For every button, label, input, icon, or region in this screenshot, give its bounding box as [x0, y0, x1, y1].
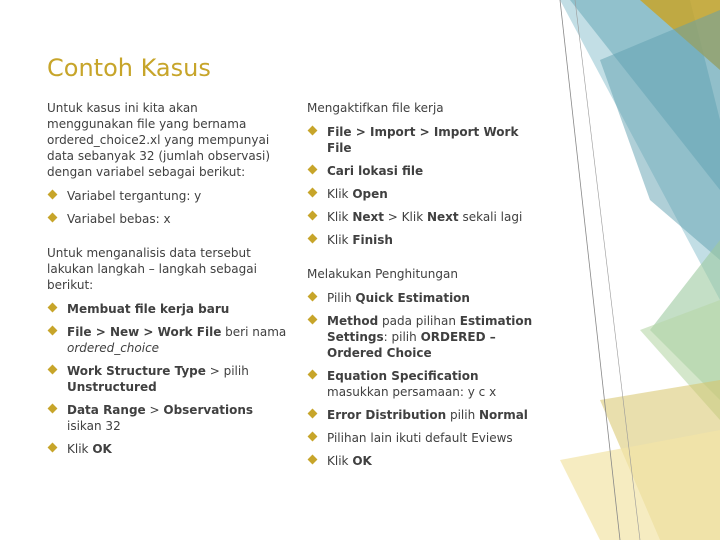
intro-paragraph: Untuk kasus ini kita akan menggunakan file yang bernama ordered_choice2.xl yang mempunyai data sebanyak 32 (jumlah observasi) dengan variabel sebagai berikut:	[47, 101, 271, 179]
diamond-bullet-icon	[308, 211, 318, 221]
diamond-bullet-icon	[308, 370, 318, 380]
left-column	[47, 100, 287, 469]
diamond-bullet-icon	[48, 365, 58, 375]
intro2-paragraph: Untuk menganalisis data tersebut lakukan langkah – langkah sebagai berikut:	[47, 246, 257, 292]
diamond-bullet-icon	[48, 443, 58, 453]
list-item: Work Structure Type > pilih Unstructured	[47, 363, 287, 395]
list-item: Method pada pilihan Estimation Settings: pilih ORDERED – Ordered Choice	[307, 313, 542, 361]
diamond-bullet-icon	[308, 409, 318, 419]
activate-list	[307, 124, 542, 248]
list-item: Klik Next > Klik Next sekali lagi	[307, 209, 542, 225]
list-item: Error Distribution pilih Normal	[307, 407, 542, 423]
diamond-bullet-icon	[308, 455, 318, 465]
compute-list	[307, 290, 542, 469]
diamond-bullet-icon	[308, 126, 318, 136]
diamond-bullet-icon	[308, 234, 318, 244]
diamond-bullet-icon	[48, 213, 58, 223]
list-item: Equation Specification masukkan persamaan: y c x	[307, 368, 542, 400]
list-item: Cari lokasi file	[307, 163, 542, 179]
section-heading: Mengaktifkan file kerja	[307, 101, 444, 115]
list-item: Variabel tergantung: y	[47, 188, 287, 204]
steps-list	[47, 301, 287, 457]
list-item: Data Range > Observations isikan 32	[47, 402, 287, 434]
diamond-bullet-icon	[308, 165, 318, 175]
diamond-bullet-icon	[48, 404, 58, 414]
variable-list	[47, 188, 287, 227]
diamond-bullet-icon	[308, 292, 318, 302]
list-item: File > Import > Import Work File	[307, 124, 542, 156]
diamond-bullet-icon	[308, 315, 318, 325]
slide-title: Contoh Kasus	[47, 54, 211, 82]
right-column	[307, 100, 542, 481]
list-item: Variabel bebas: x	[47, 211, 287, 227]
diamond-bullet-icon	[308, 432, 318, 442]
list-item: Klik Finish	[307, 232, 542, 248]
diamond-bullet-icon	[308, 188, 318, 198]
list-item: Klik OK	[307, 453, 542, 469]
list-item: Pilihan lain ikuti default Eviews	[307, 430, 542, 446]
diamond-bullet-icon	[48, 190, 58, 200]
list-item: Membuat file kerja baru	[47, 301, 287, 317]
list-item: Klik Open	[307, 186, 542, 202]
list-item: Pilih Quick Estimation	[307, 290, 542, 306]
list-item: Klik OK	[47, 441, 287, 457]
list-item: File > New > Work File beri nama ordered_choice	[47, 324, 287, 356]
diamond-bullet-icon	[48, 326, 58, 336]
diamond-bullet-icon	[48, 303, 58, 313]
section-heading: Melakukan Penghitungan	[307, 267, 458, 281]
